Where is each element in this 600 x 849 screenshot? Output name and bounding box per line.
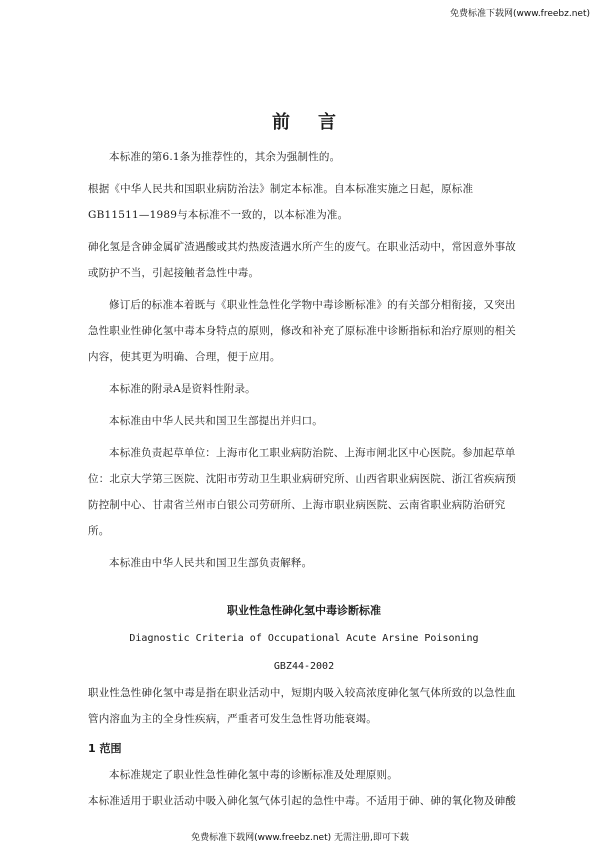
section-1-heading: 1 范围	[88, 742, 122, 755]
section-1-paragraph-1: 本标准规定了职业性急性砷化氢中毒的诊断标准及处理原则。	[109, 769, 398, 781]
preface-title: 前言	[272, 112, 364, 133]
standard-title-en: Diagnostic Criteria of Occupational Acute Arsine Poisoning	[129, 633, 479, 644]
preface-paragraph-7: 本标准负责起草单位：上海市化工职业病防治院、上海市闸北区中心医院。参加起草单位：北京大学第三医院、沈阳市劳动卫生职业病研究所、山西省职业病医院、浙江省疾病预防控制中心、甘肃省兰州市白银公司劳研所、上海市职业病医院、云南省职业病防治研究所。	[88, 447, 516, 537]
section-1-paragraph-2: 本标准适用于职业活动中吸入砷化氢气体引起的急性中毒。不适用于砷、砷的氧化物及砷酸	[88, 795, 516, 807]
preface-paragraph-2: 根据《中华人民共和国职业病防治法》制定本标准。自本标准实施之日起，原标准GB11511—1989与本标准不一致的，以本标准为准。	[88, 183, 474, 221]
preface-paragraph-8: 本标准由中华人民共和国卫生部负责解释。	[109, 557, 313, 569]
preface-paragraph-4: 修订后的标准本着既与《职业性急性化学物中毒诊断标准》的有关部分相衔接，又突出急性职业性砷化氢中毒本身特点的原则，修改和补充了原标准中诊断指标和治疗原则的相关内容，使其更为明确、合理，便于应用。	[88, 299, 516, 363]
standard-intro: 职业性急性砷化氢中毒是指在职业活动中，短期内吸入较高浓度砷化氢气体所致的以急性血管内溶血为主的全身性疾病，严重者可发生急性肾功能衰竭。	[88, 687, 516, 725]
document-body	[88, 108, 520, 814]
standard-code: GBZ44-2002	[273, 661, 335, 672]
site-header-note: 免费标准下载网(www.freebz.net)	[450, 9, 590, 19]
preface-paragraph-5: 本标准的附录A是资料性附录。	[109, 383, 256, 395]
preface-paragraph-1: 本标准的第6.1条为推荐性的，其余为强制性的。	[109, 151, 341, 163]
preface-paragraph-3: 砷化氢是含砷金属矿渣遇酸或其灼热废渣遇水所产生的废气。在职业活动中，常因意外事故或防护不当，引起接触者急性中毒。	[88, 241, 516, 279]
standard-title-cn: 职业性急性砷化氢中毒诊断标准	[227, 604, 381, 617]
preface-paragraph-6: 本标准由中华人民共和国卫生部提出并归口。	[109, 415, 323, 427]
site-footer-note: 免费标准下载网(www.freebz.net) 无需注册,即可下载	[191, 833, 409, 843]
